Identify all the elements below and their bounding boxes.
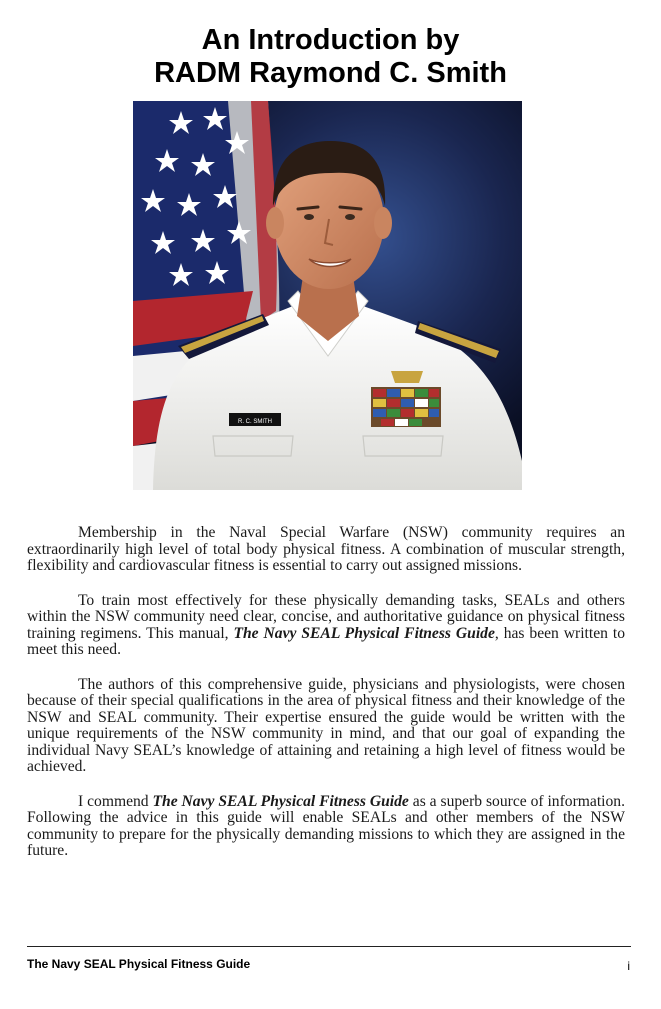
portrait-photo: [133, 101, 522, 490]
paragraph-3-text: The authors of this comprehensive guide, physicians and physiologists, were chosen because of their special qualifications in the area of physical fitness and their knowledge of the NSW and SEAL community. Their expertise ensured the guide would be written with the unique requirements of the NSW community in mind, and that our goal of expanding the individual Navy SEAL’s knowledge of attaining and retaining a high level of fitness would be achieved.: [27, 675, 625, 775]
footer-title: The Navy SEAL Physical Fitness Guide: [27, 957, 251, 971]
title-line-1: An Introduction by: [201, 24, 460, 56]
paragraph-3: [27, 677, 625, 776]
footer-divider: [27, 946, 631, 947]
paragraph-4: [27, 794, 625, 860]
introduction-text: [27, 525, 625, 878]
title-line-2: RADM Raymond C. Smith: [154, 57, 507, 89]
paragraph-4-guide-title: The Navy SEAL Physical Fitness Guide: [152, 792, 409, 810]
paragraph-2: [27, 593, 625, 659]
name-tag-text: R. C. SMITH: [238, 419, 272, 425]
paragraph-4-after: as a superb source of information. Following the advice in this guide will enable SEALs and other members of the NSW community to prepare for the physically demanding missions to which they are assigned in the future.: [27, 792, 625, 859]
page-number: i: [627, 959, 630, 973]
page-title: [0, 24, 661, 90]
paragraph-1: [27, 525, 625, 575]
paragraph-2-after: , has been written to meet this need.: [27, 624, 625, 658]
paragraph-1-text: Membership in the Naval Special Warfare (NSW) community requires an extraordinarily high level of total body physical fitness. A combination of muscular strength, flexibility and cardiovascular fitness is essential to carry out assigned missions.: [27, 524, 625, 574]
paragraph-4-before: I commend: [78, 792, 153, 810]
paragraph-2-before: To train most effectively for these physically demanding tasks, SEALs and others within the NSW community need clear, concise, and authoritative guidance on physical fitness training regimens. This manual,: [27, 591, 625, 642]
paragraph-2-guide-title: The Navy SEAL Physical Fitness Guide: [233, 624, 495, 642]
